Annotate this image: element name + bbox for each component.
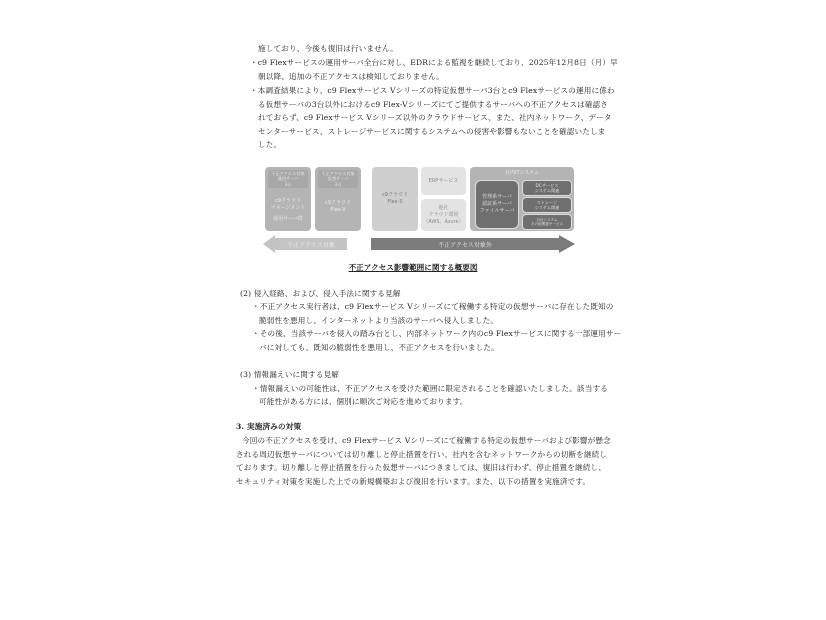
paragraph-line: される周辺仮想サーバについては切り離しと停止措置を行い、社内を含むネットワークからの切断を継続し xyxy=(236,450,608,459)
diagram-box-dc xyxy=(522,180,572,196)
diagram-box-header xyxy=(268,170,308,188)
diagram-box-main-servers xyxy=(475,180,519,229)
paragraph-line: ております。切り離しと停止措置を行った仮想サーバにつきましては、復旧は行わず、停止措置を継続し、 xyxy=(236,463,606,472)
box-title-line: c9クラウド xyxy=(325,200,351,206)
box-title-line: ファイルサーバ xyxy=(479,208,515,214)
paragraph-line: 施しており、今後も復旧は行いません。 xyxy=(258,44,398,53)
header-text: 3台 xyxy=(334,181,342,187)
paragraph-line: 可能性がある方には、個別に順次ご対応を進めております。 xyxy=(259,397,468,406)
paragraph-line: 朝以降、追加の不正アクセスは検知しておりません。 xyxy=(258,72,445,81)
caption-text: 不正アクセス影響範囲に関する概要図 xyxy=(348,263,478,272)
bullet-line: ・本調査結果により、c9 Flexサービス Vシリーズの特定仮想サーバ3台とc9 Flexサービスの運用に係わ xyxy=(250,86,615,95)
box-title-line: 社内ITシステム xyxy=(504,170,540,176)
header-text: 仮想サーバ xyxy=(327,176,349,182)
diagram-box-erp xyxy=(421,167,466,195)
diagram-box-other-cloud xyxy=(421,199,466,231)
box-title-line: Flex-S xyxy=(387,199,403,205)
box-title-line: マネージメント xyxy=(270,204,306,211)
paragraph-line: 脆弱性を悪用し、インターネットより当該のサーバへ侵入しました。 xyxy=(259,316,498,325)
box-title-line: システム関連 xyxy=(534,188,560,193)
diagram-box-internal-it xyxy=(470,167,574,231)
box-title-line: （AWS、Azure） xyxy=(423,218,464,225)
header-text: 3台 xyxy=(284,181,292,187)
box-title xyxy=(271,198,306,223)
diagram-caption xyxy=(0,262,826,273)
box-title-line: DCサービス xyxy=(535,183,559,188)
diagram-box-flex-s xyxy=(372,167,418,231)
box-title xyxy=(325,200,351,214)
header-text: 運用サーバ xyxy=(277,176,299,182)
paragraph-line: る仮想サーバの3台以外におけるc9 Flex-Vシリーズにてご提供するサーバへの不正アクセスは確認さ xyxy=(258,100,609,109)
diagram-box-cloud-management xyxy=(265,167,311,231)
box-title-line: c9クラウド xyxy=(382,192,408,198)
header-text: 不正アクセス対象 xyxy=(271,170,305,176)
box-title-line: システム関連 xyxy=(534,205,560,210)
diagram-box-storage xyxy=(522,197,572,213)
bullet-line: ・その後、当該サーバを侵入の踏み台とし、内部ネットワーク内のc9 Flexサービスに関する一部運用サー xyxy=(252,329,622,338)
box-title-line: 管理系サーバ xyxy=(482,194,512,200)
arrow-left-label: 不正アクセス対象 xyxy=(287,241,335,249)
box-title-line: ERPサービス xyxy=(428,177,459,184)
section-heading: (3) 情報漏えいに関する見解 xyxy=(240,370,339,379)
paragraph-line: セキュリティ対策を実施した上での新規構築および復旧を行います。また、以下の措置を実施済です。 xyxy=(236,477,591,486)
box-title-line: ストレージ xyxy=(536,200,558,205)
arrow-right-label: 不正アクセス対象外 xyxy=(438,241,492,249)
section-heading: (2) 侵入経路、および、侵入手法に関する見解 xyxy=(240,289,401,298)
paragraph-line: 今回の不正アクセスを受け、c9 Flexサービス Vシリーズにて稼働する特定の仮想サーバおよび影響が懸念 xyxy=(242,436,611,445)
impact-scope-diagram xyxy=(263,165,578,257)
box-title-line: クラウド環境 xyxy=(428,211,459,218)
bullet-line: ・情報漏えいの可能性は、不正アクセスを受けた範囲に限定されることを確認いたしました。該当する xyxy=(252,384,608,393)
diagram-box-header xyxy=(318,170,358,188)
bullet-line: ・c9 Flexサービスの運用サーバ全台に対し、EDRによる監視を継続しており、2025年12月8日（月）早 xyxy=(250,58,618,67)
box-title-line: c9クラウド xyxy=(275,197,301,204)
paragraph-line: センターサービス、ストレージサービスに関するシステムへの侵害や影響もないことを確認いたしま xyxy=(258,127,606,136)
box-title-line: 他社 xyxy=(438,204,449,211)
diagram-box-flex-v xyxy=(315,167,361,231)
diagram-box-own-system xyxy=(522,214,572,230)
section-heading: 3. 実施済みの対策 xyxy=(236,422,302,431)
box-title-line: 自社システム xyxy=(536,217,558,222)
paragraph-line: した。 xyxy=(258,140,282,149)
paragraph-line: れておらず、c9 Flexサービス Vシリーズ以外のクラウドサービス、また、社内ネットワーク、データ xyxy=(258,113,612,122)
paragraph-line: バに対しても、既知の脆弱性を悪用し、不正アクセスを行いました。 xyxy=(259,343,499,352)
box-title-line: その他関連サービス xyxy=(530,222,564,226)
header-text: 不正アクセス対象 xyxy=(321,170,355,176)
box-subtitle: 運用サーバ群 xyxy=(273,215,303,222)
bullet-line: ・不正アクセス実行者は、c9 Flexサービス Vシリーズにて稼働する特定の仮想サーバに存在した既知の xyxy=(252,302,614,311)
box-title-line: 認証系サーバ xyxy=(482,201,512,207)
box-title-line: Flex-V xyxy=(330,207,346,213)
